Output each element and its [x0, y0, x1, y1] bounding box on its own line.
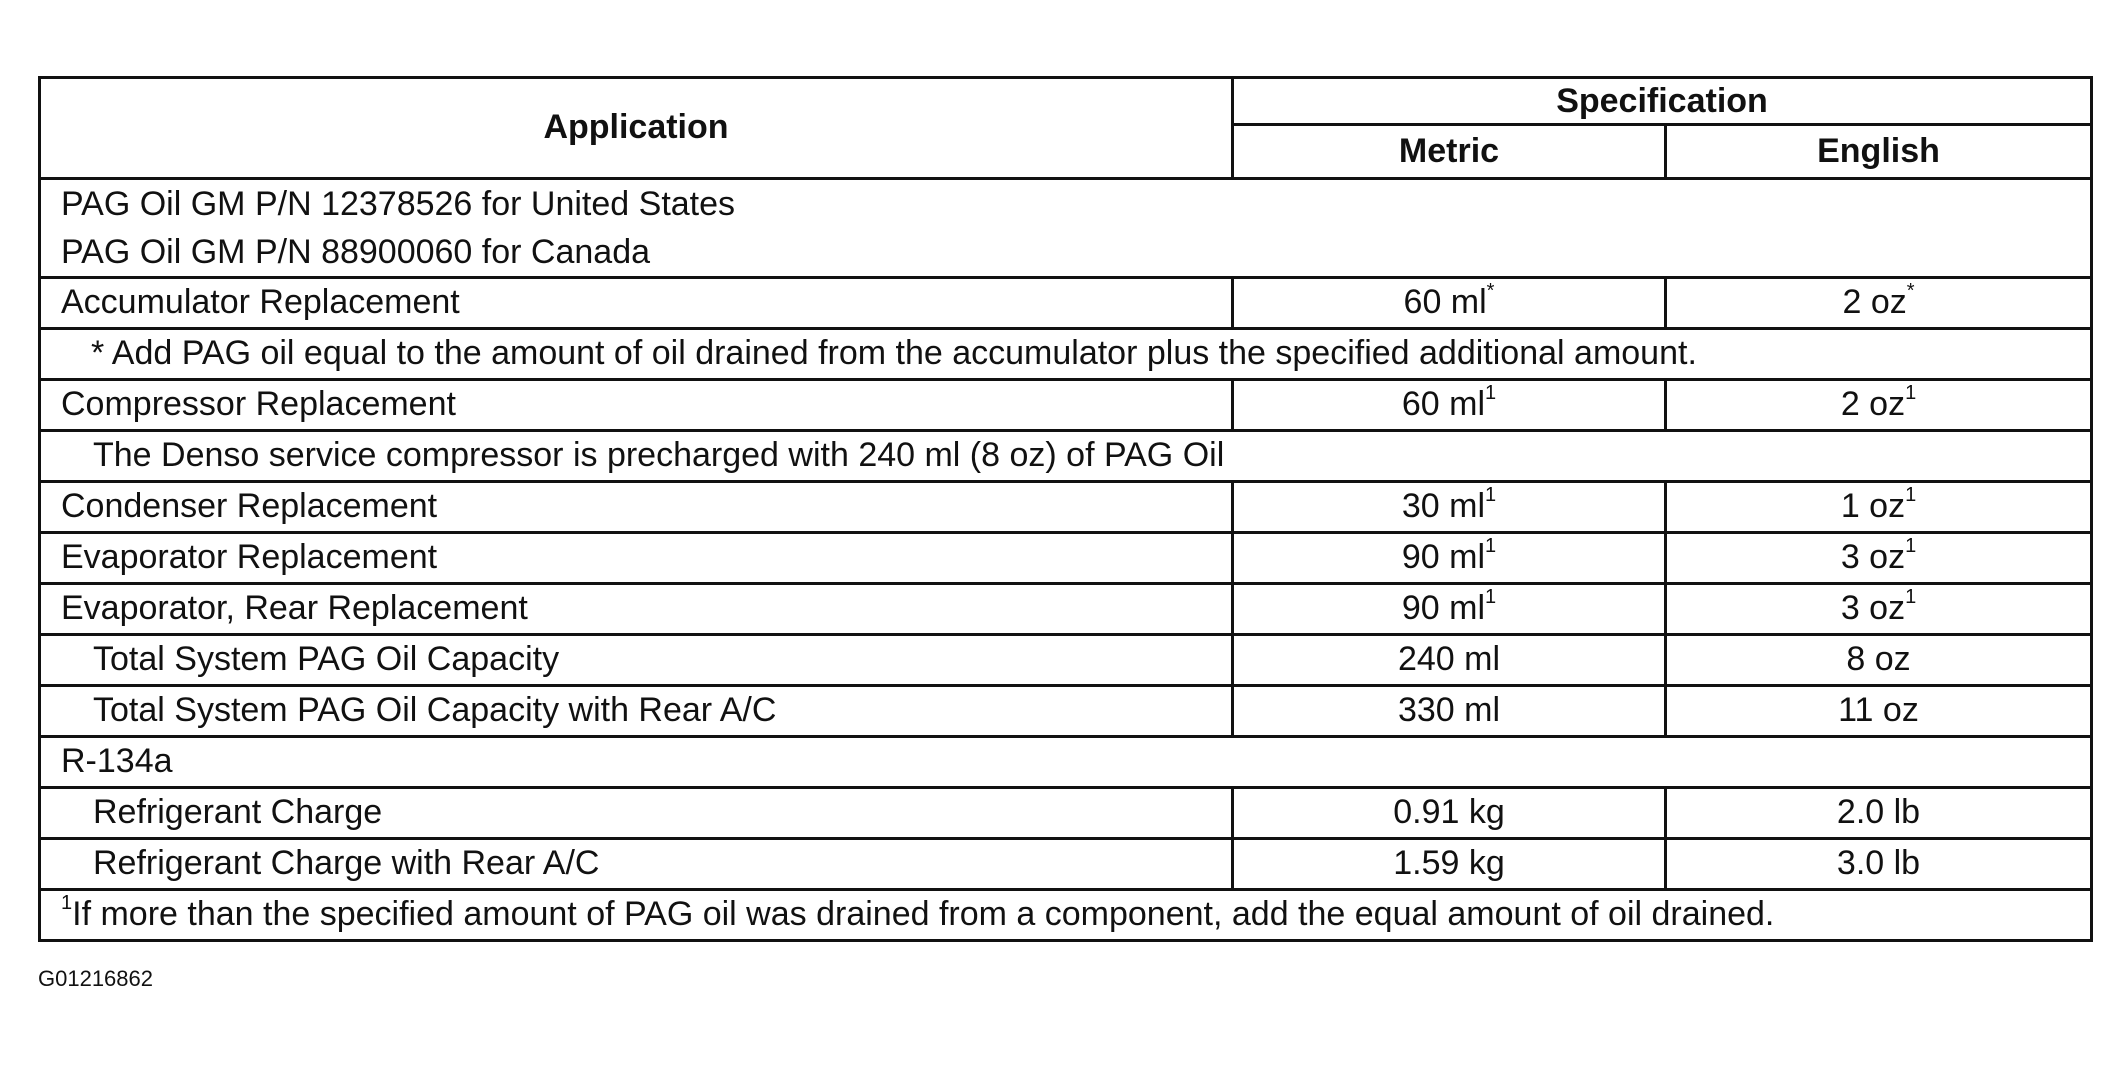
row-label: Evaporator, Rear Replacement	[40, 584, 1233, 635]
english-header: English	[1666, 125, 2092, 179]
english-value: 1 $oz^1$	[1666, 482, 2092, 533]
row-label: Compressor Replacement	[40, 380, 1233, 431]
table-row-total-capacity-rear	[40, 686, 2092, 737]
english-value: 3 $oz^1$	[1666, 533, 2092, 584]
english-value: 2.0 lb	[1666, 788, 2092, 839]
row-label: Total System PAG Oil Capacity	[40, 635, 1233, 686]
metric-header: Metric	[1233, 125, 1666, 179]
row-label: Refrigerant Charge	[40, 788, 1233, 839]
row-label: Refrigerant Charge with Rear A/C	[40, 839, 1233, 890]
metric-value: 90 $ml^1$	[1233, 533, 1666, 584]
figure-id: G01216862	[38, 966, 153, 991]
table-row-refrigerant-charge-rear	[40, 839, 2092, 890]
accumulator-note: * Add PAG oil equal to the amount of oil drained from the accumulator plus the specified additional amount.	[40, 329, 2092, 380]
footnote	[40, 890, 2092, 941]
table-row-condenser	[40, 482, 2092, 533]
row-label: Condenser Replacement	[40, 482, 1233, 533]
footnote-mark: 1	[61, 891, 73, 914]
table-row-compressor-note	[40, 431, 2092, 482]
english-value: 3.0 lb	[1666, 839, 2092, 890]
footnote-text: If more than the specified amount of PAG oil was drained from a component, add the equal amount of oil drained.	[72, 895, 1775, 934]
metric-value: 1.59 kg	[1233, 839, 1666, 890]
table-row-total-capacity	[40, 635, 2092, 686]
row-label: Total System PAG Oil Capacity with Rear A/C	[40, 686, 1233, 737]
table-row-compressor	[40, 380, 2092, 431]
row-label: Evaporator Replacement	[40, 533, 1233, 584]
english-value: 11 oz	[1666, 686, 2092, 737]
metric-value: 240 ml	[1233, 635, 1666, 686]
specification-header: Specification	[1233, 78, 2092, 125]
metric-value: 0.91 kg	[1233, 788, 1666, 839]
table-row-accumulator	[40, 278, 2092, 329]
english-value: 2 $oz^1$	[1666, 380, 2092, 431]
metric-value: 60 $ml^1$	[1233, 380, 1666, 431]
metric-value: 330 ml	[1233, 686, 1666, 737]
english-value: 2 oz*	[1666, 278, 2092, 329]
table-row-footnote	[40, 890, 2092, 941]
table-row-refrigerant-header	[40, 737, 2092, 788]
table-row-evaporator-rear	[40, 584, 2092, 635]
english-value: 8 oz	[1666, 635, 2092, 686]
pag-oil-canada-line: PAG Oil GM P/N 88900060 for Canada	[61, 233, 651, 271]
pag-oil-part-numbers	[40, 179, 2092, 278]
metric-value: 60 ml*	[1233, 278, 1666, 329]
metric-value: 90 $ml^1$	[1233, 584, 1666, 635]
row-label: Accumulator Replacement	[40, 278, 1233, 329]
table-row-evaporator	[40, 533, 2092, 584]
english-value: 3 $oz^1$	[1666, 584, 2092, 635]
metric-value: 30 $ml^1$	[1233, 482, 1666, 533]
table-row-accumulator-note	[40, 329, 2092, 380]
refrigerant-type: R-134a	[40, 737, 2092, 788]
specification-table	[38, 76, 2093, 942]
compressor-note: The Denso service compressor is precharged with 240 ml (8 oz) of PAG Oil	[40, 431, 2092, 482]
pag-oil-us-line: PAG Oil GM P/N 12378526 for United States	[61, 185, 736, 223]
table-row-refrigerant-charge	[40, 788, 2092, 839]
application-header: Application	[40, 78, 1233, 179]
